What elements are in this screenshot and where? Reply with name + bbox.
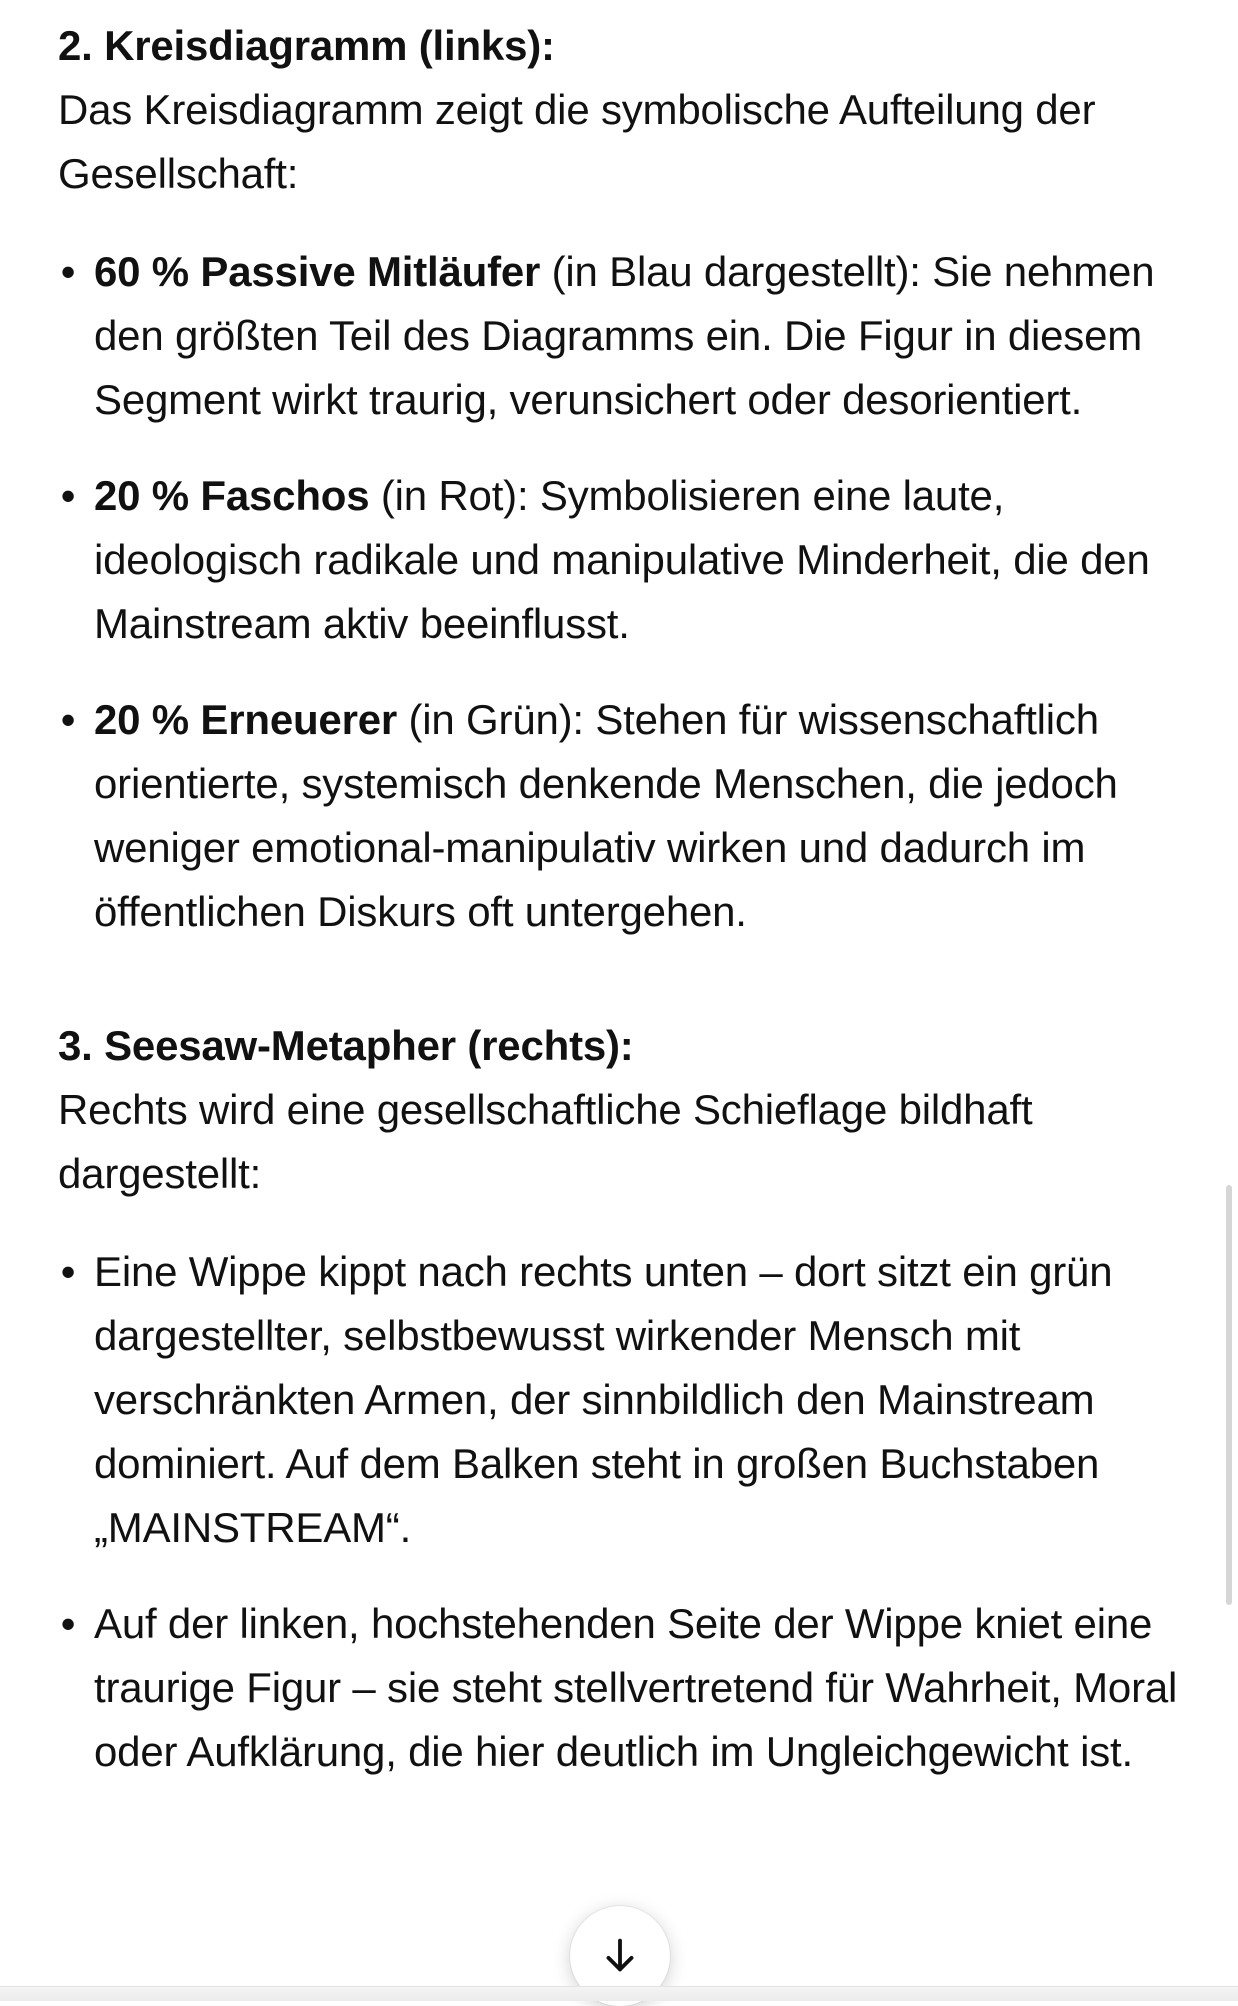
scrollbar-thumb[interactable] [1226,1185,1232,1605]
composer-top-edge [0,1986,1238,2001]
bullet-text: (in Rot): Symbolisieren eine laute, ideologisch radikale und manipulative Minderheit, die den Mainstream aktiv beeinflusst. [94,472,1150,647]
bullet-text: (in Grün): Stehen für wissenschaftlich orientierte, systemisch denkende Menschen, die jedoch weniger emotional-manipulativ wirken und dadurch im öffentlichen Diskurs oft untergehen. [94,696,1118,935]
bullet-text: (in Blau dargestellt): Sie nehmen den größten Teil des Diagramms ein. Die Figur in diesem Segment wirkt traurig, verunsichert oder desorientiert. [94,248,1155,423]
bullet-label: 60 % Passive Mitläufer [94,248,541,295]
bullet-list-pie-chart [58,240,1188,944]
section-intro-pie-chart: Das Kreisdiagramm zeigt die symbolische Aufteilung der Gesellschaft: [58,86,1096,197]
bullet-dot: • [60,1600,76,1647]
bullet-dot: • [60,1248,76,1295]
bullet-label: 20 % Faschos [94,472,370,519]
bullet-text: Eine Wippe kippt nach rechts unten – dort sitzt ein grün dargestellter, selbstbewusst wirkender Mensch mit verschränkten Armen, der sinnbildlich den Mainstream dominiert. Auf dem Balken steht in großen Buchstaben „MAINSTREAM“. [94,1248,1113,1551]
bullet-text: Auf der linken, hochstehenden Seite der Wippe kniet eine traurige Figur – sie steht stellvertretend für Wahrheit, Moral oder Aufklärung, die hier deutlich im Ungleichgewicht ist. [94,1600,1178,1775]
list-item [58,1240,1188,1560]
list-item [58,1592,1188,1784]
section-heading-seesaw: 3. Seesaw-Metapher (rechts): [58,1022,634,1069]
section-heading-pie-chart: 2. Kreisdiagramm (links): [58,22,555,69]
list-item [58,688,1188,944]
section-intro-seesaw: Rechts wird eine gesellschaftliche Schieflage bildhaft dargestellt: [58,1086,1033,1197]
bullet-dot: • [60,472,76,519]
arrow-down-icon [597,1933,643,1979]
bullet-dot: • [60,696,76,743]
bullet-dot: • [60,248,76,295]
list-item [58,240,1188,432]
bullet-label: 20 % Erneuerer [94,696,398,743]
bullet-list-seesaw [58,1240,1188,1784]
message-content [58,14,1188,1784]
list-item [58,464,1188,656]
